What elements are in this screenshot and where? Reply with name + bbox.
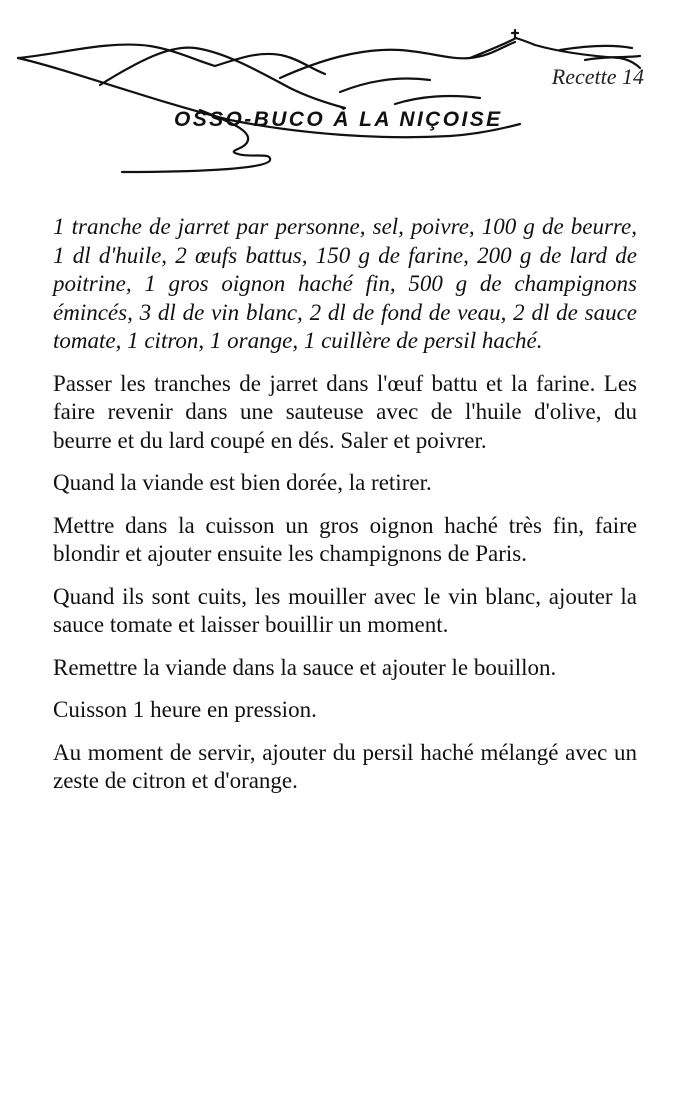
recipe-title: OSSO-BUCO À LA NIÇOISE xyxy=(174,108,503,131)
instruction-step: Mettre dans la cuisson un gros oignon haché très fin, faire blondir et ajouter ensuite les champignons de Paris. xyxy=(53,512,637,566)
instruction-step: Quand la viande est bien dorée, la retirer. xyxy=(53,470,432,495)
recipe-body xyxy=(53,213,637,810)
instruction-step: Cuisson 1 heure en pression. xyxy=(53,697,317,722)
ingredients-list: 1 tranche de jarret par personne, sel, poivre, 100 g de beurre, 1 dl d'huile, 2 œufs battus, 150 g de farine, 200 g de lard de poitrine, 1 gros oignon haché fin, 500 g de champignons émincés, 3 dl de vin blanc, 2 dl de fond de veau, 2 dl de sauce tomate, 1 citron, 1 orange, 1 cuillère de persil haché. xyxy=(53,214,637,353)
instruction-step: Remettre la viande dans la sauce et ajouter le bouillon. xyxy=(53,654,557,680)
mountain-landscape-illustration xyxy=(0,0,700,200)
recipe-number: Recette 14 xyxy=(551,64,644,89)
instruction-step: Quand ils sont cuits, les mouiller avec le vin blanc, ajouter la sauce tomate et laisser bouillir un moment. xyxy=(53,583,637,637)
instruction-step: Passer les tranches de jarret dans l'œuf battu et la farine. Les faire revenir dans une sauteuse avec de l'huile d'olive, du beurre et du lard coupé en dés. Saler et poivrer. xyxy=(53,370,637,453)
instruction-step: Au moment de servir, ajouter du persil haché mélangé avec un zeste de citron et d'orange. xyxy=(53,739,637,793)
